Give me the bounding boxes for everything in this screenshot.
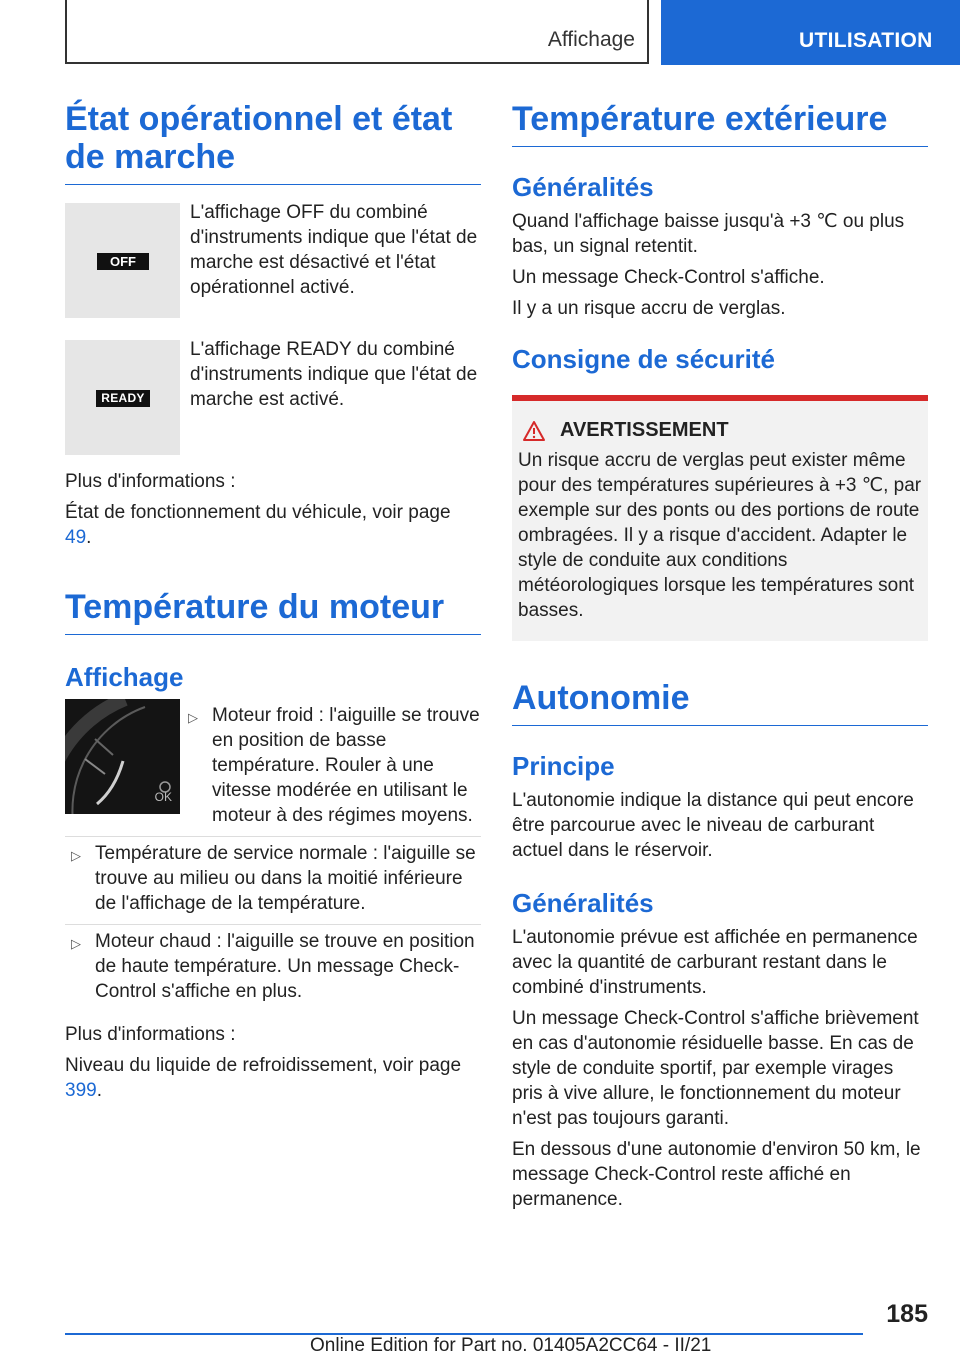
engine-temp-gauge-image — [65, 699, 180, 814]
warning-text: Un risque accru de verglas peut exister même pour des températures supérieures à +3 ℃, par exemple sur des ponts ou des portions de route ombragées. Il y a risque d'accident. Adapter le style de conduite aux conditions météorologiques lorsque les températures sont basses. — [518, 450, 922, 621]
reference-2: Niveau du liquide de refroidissement, voir page 399. — [65, 1055, 462, 1101]
range-para-2: Un message Check-Control s'affiche brièvement en cas d'autonomie résiduelle basse. En cas de style de conduite sportif, par exemple virages pris à vive allure, le fonctionnement du moteur n'est pas toujours garanti. — [512, 1008, 919, 1129]
list-item — [182, 699, 481, 836]
header-section-title: Affichage — [547, 28, 635, 51]
left-column — [65, 100, 481, 1103]
reference-2-page-link[interactable]: 399 — [65, 1080, 97, 1101]
bullet-cold-text: Moteur froid : l'aiguille se trouve en position de basse température. Rouler à une vitesse modérée en utilisant le moteur à des régimes moyens. — [212, 705, 480, 826]
range-para-1: L'autonomie prévue est affichée en permanence avec la quantité de carburant restant dans le combiné d'instruments. — [512, 927, 918, 998]
ready-indicator-image — [65, 340, 180, 455]
right-column — [512, 100, 928, 1212]
ready-badge: READY — [96, 390, 150, 407]
ready-description: L'affichage READY du combiné d'instruments indique que l'état de marche est activé. — [190, 339, 478, 410]
off-description: L'affichage OFF du combiné d'instruments indique que l'état de marche est désactivé et l'état opérationnel activé. — [190, 202, 478, 298]
gauge-row — [65, 699, 481, 836]
header-chapter-tab[interactable] — [661, 0, 960, 65]
warning-title: AVERTISSEMENT — [560, 419, 729, 441]
general-para-1: Quand l'affichage baisse jusqu'à +3 ℃ ou plus bas, un signal retentit. — [512, 211, 905, 257]
bullet-list-cold — [182, 699, 481, 836]
list-item — [65, 837, 481, 925]
heading-operational-state: État opérationnel et état de marche — [65, 100, 481, 185]
gauge-ok-label: OK — [154, 790, 172, 804]
more-info-label-2: Plus d'informations : — [65, 1024, 236, 1045]
range-para-3: En dessous d'une autonomie d'environ 50 km, le message Check-Control reste affiché en permanence. — [512, 1139, 921, 1210]
page-number: 185 — [886, 1300, 928, 1328]
heading-outside-temperature: Température extérieure — [512, 100, 928, 147]
warning-box — [512, 395, 928, 641]
heading-safety: Consigne de sécurité — [512, 344, 775, 374]
figure-ready-row — [65, 340, 481, 455]
more-info-label: Plus d'informations : — [65, 471, 236, 492]
header-section-box — [65, 0, 649, 64]
principle-para: L'autonomie indique la distance qui peut encore être parcourue avec le niveau de carburant actuel dans le réservoir. — [512, 790, 914, 861]
bullet-list-more — [65, 836, 481, 1012]
bullet-hot-text: Moteur chaud : l'aiguille se trouve en position de haute température. Un message Check-Control s'affiche en plus. — [95, 931, 475, 1002]
warning-header — [522, 419, 922, 442]
header-chapter-title: UTILISATION — [799, 29, 933, 52]
reference-1-text: État de fonctionnement du véhicule, voir page — [65, 502, 451, 523]
off-badge: OFF — [97, 253, 149, 270]
general-para-3: Il y a un risque accru de verglas. — [512, 298, 786, 319]
warning-triangle-icon — [522, 420, 546, 442]
triangle-bullet-icon: ▷ — [71, 848, 81, 863]
heading-general-2: Généralités — [512, 888, 654, 918]
reference-2-text: Niveau du liquide de refroidissement, voir page — [65, 1055, 462, 1076]
triangle-bullet-icon: ▷ — [71, 936, 81, 951]
triangle-bullet-icon: ▷ — [188, 710, 198, 725]
list-item — [65, 925, 481, 1012]
edition-text: Online Edition for Part no. 01405A2CC64 - II/21 — [310, 1335, 712, 1356]
reference-1-page-link[interactable]: 49 — [65, 527, 87, 548]
bullet-normal-text: Température de service normale : l'aiguille se trouve au milieu ou dans la moitié inférieure de l'affichage de la température. — [95, 843, 476, 914]
off-indicator-image — [65, 203, 180, 318]
reference-1: État de fonctionnement du véhicule, voir page 49. — [65, 502, 451, 548]
heading-engine-temperature: Température du moteur — [65, 588, 481, 635]
heading-range: Autonomie — [512, 679, 928, 726]
heading-general: Généralités — [512, 172, 654, 202]
heading-principle: Principe — [512, 751, 615, 781]
general-para-2: Un message Check-Control s'affiche. — [512, 267, 825, 288]
heading-display: Affichage — [65, 662, 184, 692]
figure-off-row — [65, 203, 481, 318]
